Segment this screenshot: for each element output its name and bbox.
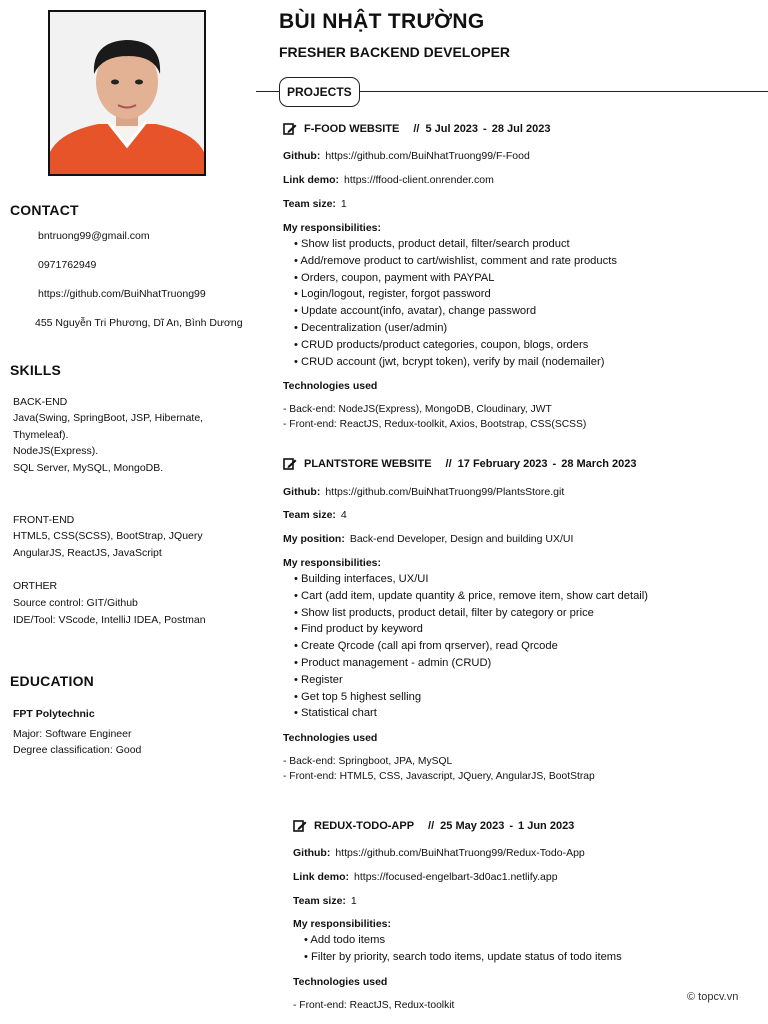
candidate-role: FRESHER BACKEND DEVELOPER [279,44,511,60]
technologies-list [283,402,586,432]
list-item: • Find product by keyword [294,623,423,636]
list-item: • Register [294,673,343,686]
skills-backend-title: BACK-END [13,396,68,408]
list-item: • Update account(info, avatar), change password [294,305,537,318]
technologies-label: Technologies used [293,976,388,988]
list-item: • Create Qrcode (call api from qrserver), read Qrcode [294,640,558,653]
skill-line: SQL Server, MySQL, MongoDB. [13,461,164,474]
skills-frontend-title: FRONT-END [13,514,75,526]
project-title: REDUX-TODO-APP [314,820,415,832]
project-date-end: 1 Jun 2023 [518,820,575,832]
project-github-row [293,847,585,859]
team-label: Team size: [293,895,346,907]
skills-other-title: ORTHER [13,580,58,592]
list-item: - Back-end: Springboot, JPA, MySQL [283,756,453,767]
contact-email[interactable]: bntruong99@gmail.com [38,230,150,242]
project-demo-row [283,174,494,186]
education-school: FPT Polytechnic [13,708,95,720]
project-team-row [283,198,347,210]
project-title-row [293,820,574,832]
date-dash: - [483,123,487,135]
list-item: • Decentralization (user/admin) [294,321,448,334]
edit-document-icon [283,123,297,135]
list-item: - Front-end: ReactJS, Redux-toolkit, Axios, Bootstrap, CSS(SCSS) [283,419,587,430]
list-item: • Login/logout, register, forgot password [294,288,491,301]
list-item: • Add todo items [304,934,386,946]
date-separator: // [445,458,452,470]
skill-line: NodeJS(Express). [13,445,99,457]
list-item: - Front-end: ReactJS, Redux-toolkit [293,1000,455,1011]
demo-link[interactable]: https://focused-engelbart-3d0ac1.netlify.app [354,871,558,883]
project-date-end: 28 March 2023 [561,458,637,470]
list-item: • Statistical chart [294,707,377,720]
demo-link[interactable]: https://ffood-client.onrender.com [344,174,494,186]
contact-github[interactable]: https://github.com/BuiNhatTruong99 [38,288,206,300]
project-team-row [293,895,357,907]
github-label: Github: [283,486,321,498]
profile-photo [48,10,206,176]
responsibilities-label: My responsibilities: [283,557,382,569]
skill-line: Java(Swing, SpringBoot, JSP, Hibernate, [13,412,204,424]
position-value: Back-end Developer, Design and building UX/UI [349,533,574,545]
skill-line: AngularJS, ReactJS, JavaScript [13,546,162,559]
project-date-start: 17 February 2023 [457,458,548,470]
github-label: Github: [283,150,321,162]
project-demo-row [293,871,558,883]
project-title-row [283,123,550,135]
list-item: • Cart (add item, update quantity & price, remove item, show cart detail) [294,589,648,602]
demo-label: Link demo: [293,871,350,883]
date-separator: // [428,820,435,832]
list-item: • Building interfaces, UX/UI [294,573,429,585]
responsibilities-list [294,236,617,370]
responsibilities-label: My responsibilities: [283,222,382,234]
education-major: Major: Software Engineer [13,728,132,740]
skills-backend-list [13,410,233,476]
projects-section-label: PROJECTS [279,77,360,107]
project-date-end: 28 Jul 2023 [491,123,551,135]
skills-other-list [13,595,206,628]
project-title-row [283,458,636,470]
list-item: • Product management - admin (CRUD) [294,656,492,669]
skills-heading: SKILLS [10,362,61,378]
github-label: Github: [293,847,331,859]
list-item: • Get top 5 highest selling [294,690,422,703]
edit-document-icon [283,458,297,470]
skills-frontend-list [13,528,203,561]
responsibilities-label: My responsibilities: [293,918,392,930]
technologies-list [283,754,595,784]
date-dash: - [552,458,557,470]
responsibilities-list [294,571,648,722]
project-date-start: 25 May 2023 [440,820,505,832]
skill-line: IDE/Tool: VScode, IntelliJ IDEA, Postman [13,613,206,626]
contact-phone[interactable]: 0971762949 [38,259,97,271]
team-size: 4 [340,509,347,521]
github-link[interactable]: https://github.com/BuiNhatTruong99/F-Food [325,150,530,162]
team-label: Team size: [283,509,336,521]
list-item: - Back-end: NodeJS(Express), MongoDB, Cloudinary, JWT [283,404,552,415]
list-item: • Show list products, product detail, filter by category or price [294,606,594,619]
edit-document-icon [293,820,307,832]
watermark: © topcv.vn [687,991,739,1003]
project-title: PLANTSTORE WEBSITE [304,458,432,470]
github-link[interactable]: https://github.com/BuiNhatTruong99/PlantsStore.git [325,486,565,498]
project-title: F-FOOD WEBSITE [304,123,400,135]
skill-line: Thymeleaf). [13,428,69,441]
list-item: • Filter by priority, search todo items, update status of todo items [304,950,622,963]
position-label: My position: [283,533,345,545]
technologies-label: Technologies used [283,380,378,392]
responsibilities-list [304,932,622,966]
skill-line: Source control: GIT/Github [13,597,138,609]
date-separator: // [413,123,420,135]
project-team-row [283,509,347,521]
list-item: • Orders, coupon, payment with PAYPAL [294,271,495,284]
education-heading: EDUCATION [10,673,94,689]
date-dash: - [509,820,514,832]
project-github-row [283,486,564,498]
team-size: 1 [350,895,357,907]
github-link[interactable]: https://github.com/BuiNhatTruong99/Redux-Todo-App [335,847,585,859]
list-item: • CRUD account (jwt, bcrypt token), verify by mail (nodemailer) [294,355,605,368]
contact-heading: CONTACT [10,202,79,218]
education-degree: Degree classification: Good [13,744,142,756]
skill-line: HTML5, CSS(SCSS), BootStrap, JQuery [13,530,203,542]
list-item: • Show list products, product detail, filter/search product [294,238,570,250]
candidate-name: BÙI NHẬT TRƯỜNG [279,10,485,33]
project-github-row [283,150,530,162]
list-item: - Front-end: HTML5, CSS, Javascript, JQuery, AngularJS, BootStrap [283,771,595,782]
contact-address: 455 Nguyễn Tri Phương, Dĩ An, Bình Dương [35,317,243,329]
technologies-list [293,998,454,1013]
demo-label: Link demo: [283,174,340,186]
team-label: Team size: [283,198,336,210]
technologies-label: Technologies used [283,732,378,744]
project-position-row [283,533,573,545]
list-item: • Add/remove product to cart/wishlist, comment and rate products [294,254,617,267]
list-item: • CRUD products/product categories, coupon, blogs, orders [294,338,589,351]
team-size: 1 [340,198,347,210]
project-date-start: 5 Jul 2023 [425,123,479,135]
avatar-portrait [50,12,204,174]
